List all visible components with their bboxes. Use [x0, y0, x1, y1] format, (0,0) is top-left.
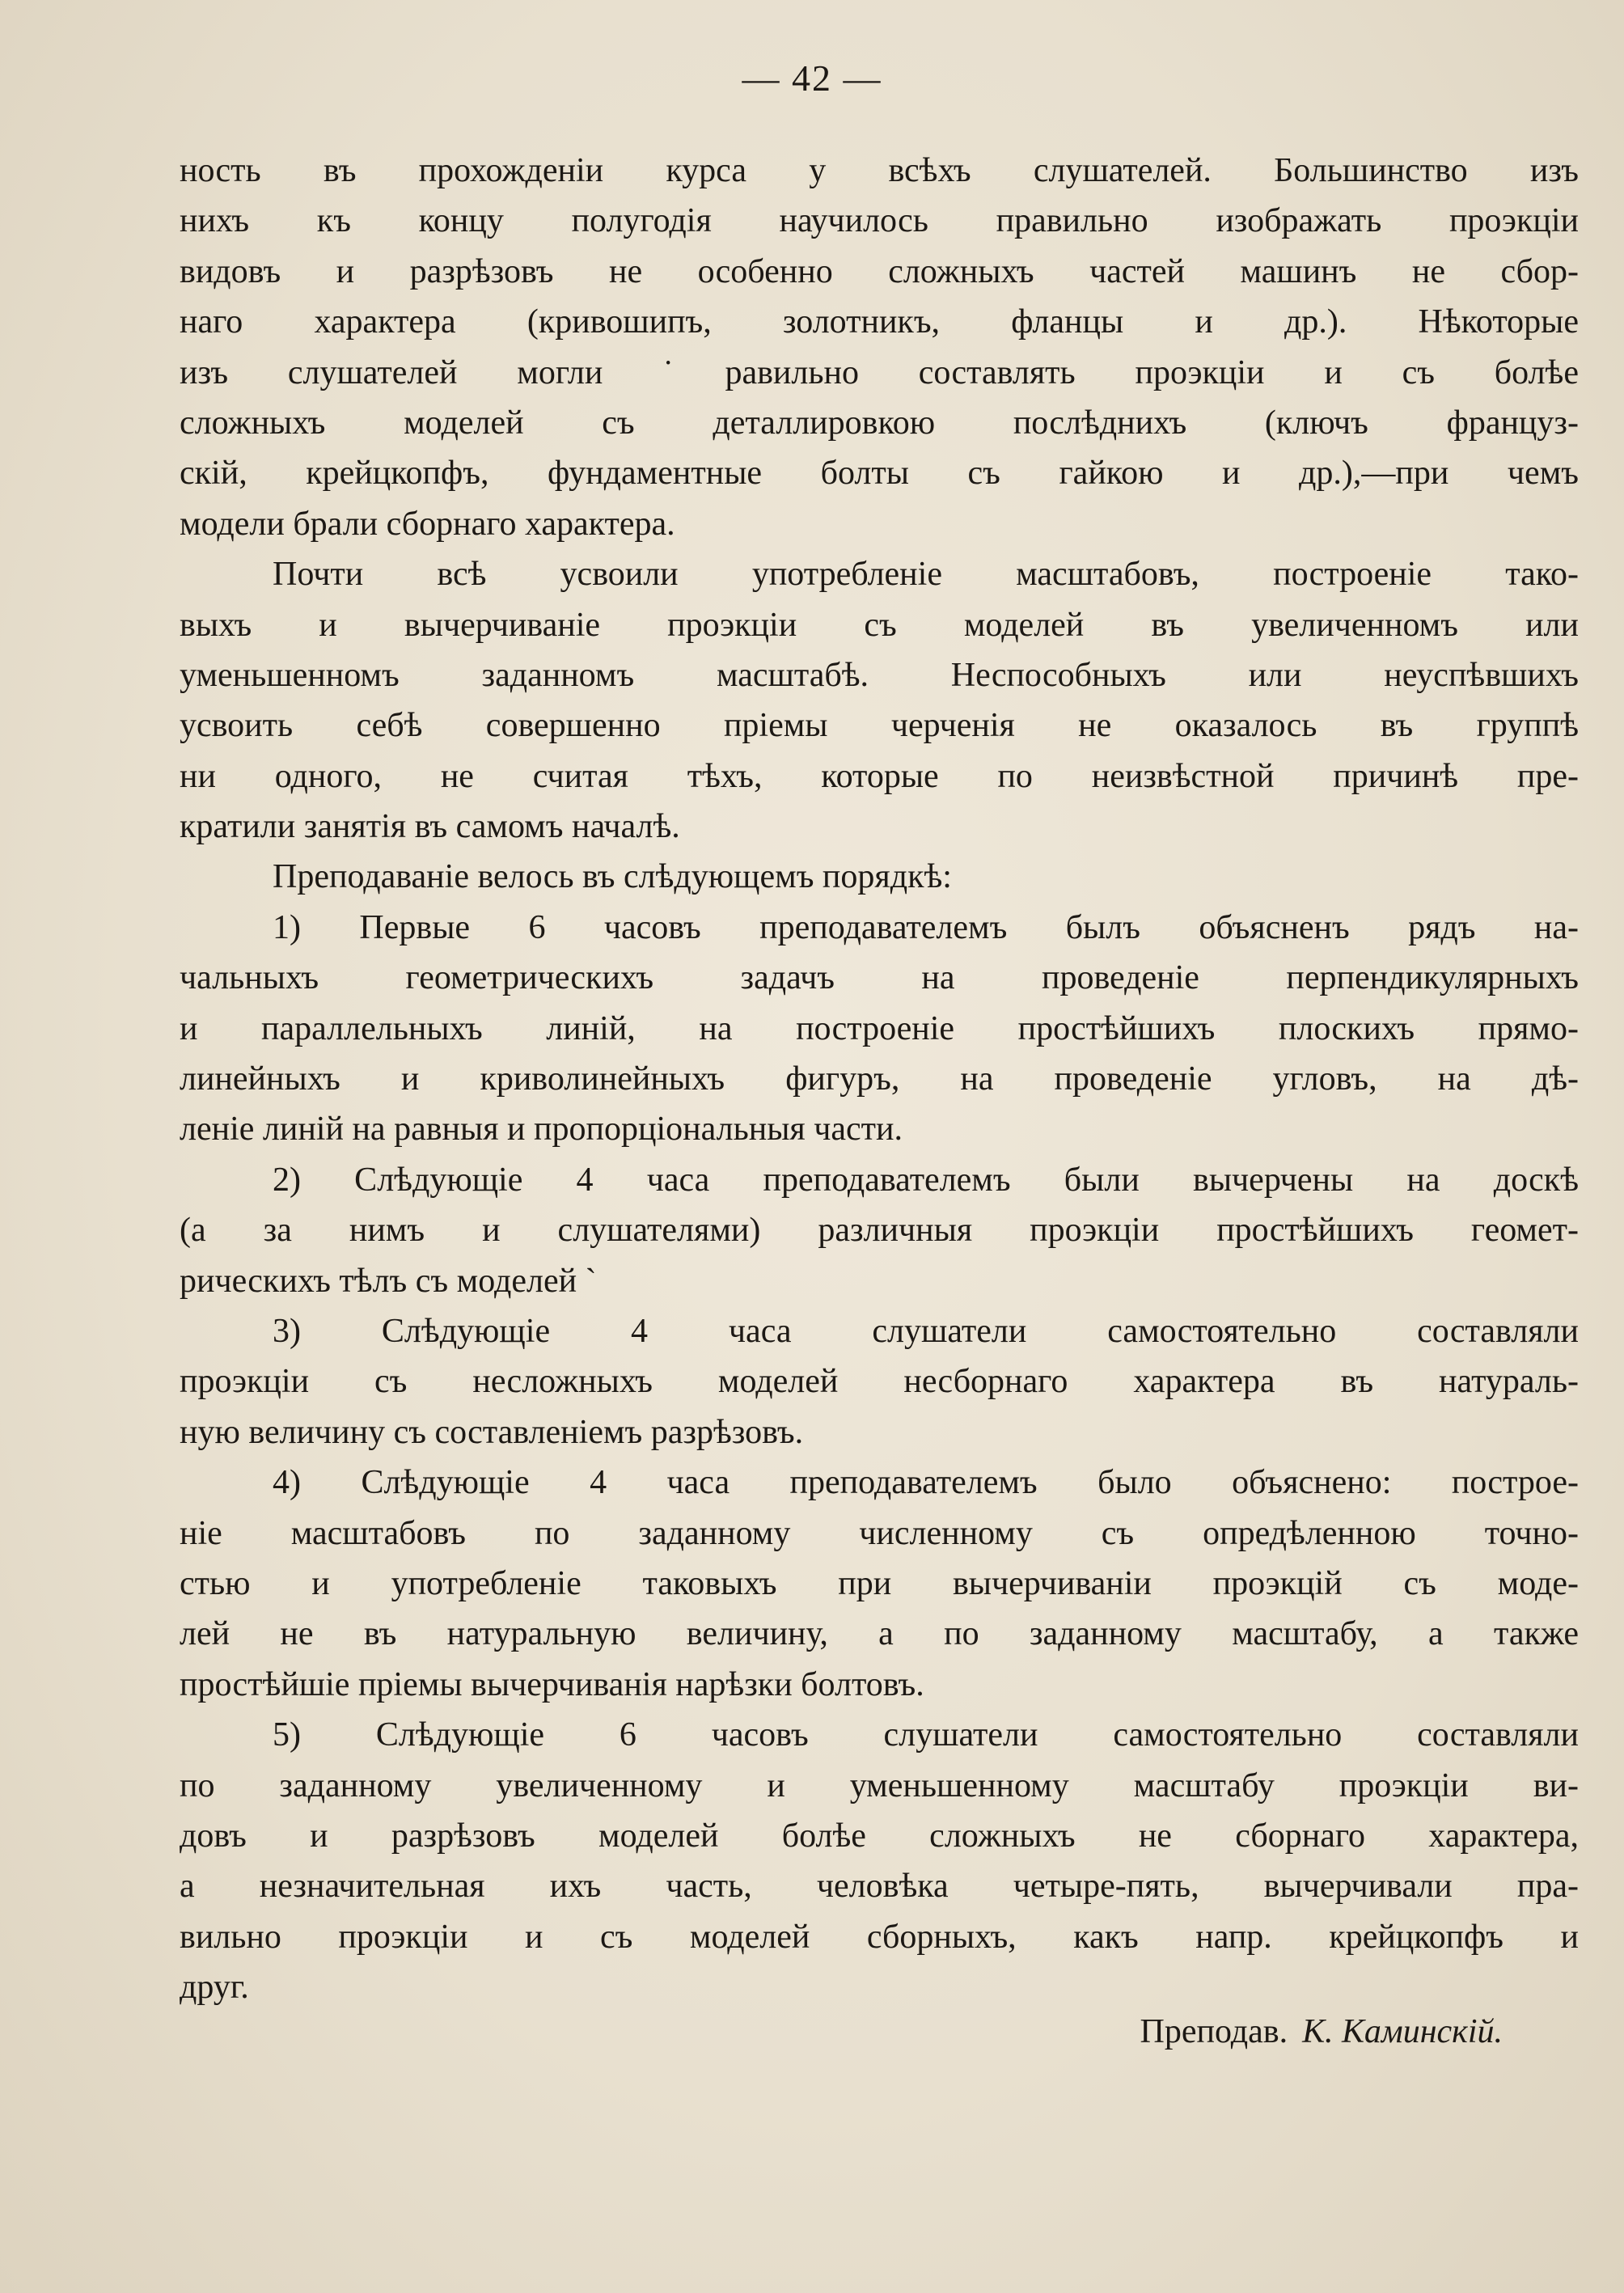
- text-line: чальныхъ геометрическихъ задачъ на проведеніе перпендикулярныхъ: [180, 959, 1579, 997]
- text-line: ную величину съ составленіемъ разрѣзовъ.: [180, 1413, 804, 1451]
- text-line: 1) Первые 6 часовъ преподавателемъ былъ объясненъ рядъ на-: [273, 908, 1579, 946]
- text-line: 3) Слѣдующіе 4 часа слушатели самостоятельно составляли: [273, 1312, 1579, 1350]
- paragraph: [180, 1306, 1579, 1457]
- text-line: 5) Слѣдующіе 6 часовъ слушатели самостоятельно составляли: [273, 1716, 1579, 1754]
- text-line: лей не въ натуральную величину, а по заданному масштабу, а также: [180, 1615, 1579, 1653]
- text-line: выхъ и вычерчиваніе проэкціи съ моделей въ увеличенномъ или: [180, 606, 1579, 644]
- signature-name: К. Каминскій.: [1302, 2013, 1503, 2050]
- paragraph: [180, 852, 1579, 902]
- text-line: модели брали сборнаго характера.: [180, 505, 675, 543]
- text-line: леніе линій на равныя и пропорціональныя части.: [180, 1111, 903, 1149]
- text-line: довъ и разрѣзовъ моделей болѣе сложныхъ не сборнаго характера,: [180, 1817, 1579, 1855]
- text-line: линейныхъ и криволинейныхъ фигуръ, на проведеніе угловъ, на дѣ-: [180, 1060, 1579, 1098]
- paragraph: [180, 1457, 1579, 1710]
- paragraph: [180, 1155, 1579, 1306]
- text-line: Преподаваніе велось въ слѣдующемъ порядкѣ:: [273, 858, 952, 896]
- signature-title: Преподав.: [1140, 2013, 1288, 2050]
- text-line: Почти всѣ усвоили употребленіе масштабовъ, построеніе тако-: [273, 556, 1579, 594]
- text-line: наго характера (кривошипъ, золотникъ, фланцы и др.). Нѣкоторые: [180, 303, 1579, 341]
- paragraph: [180, 146, 1579, 549]
- paragraph: [180, 903, 1579, 1155]
- text-line: стью и употребленіе таковыхъ при вычерчиваніи проэкцій съ моде-: [180, 1564, 1579, 1602]
- body-text: [180, 146, 1579, 2012]
- page-number: — 42 —: [742, 57, 882, 99]
- text-line: скій, крейцкопфъ, фундаментные болты съ гайкою и др.),—при чемъ: [180, 455, 1579, 493]
- text-line: по заданному увеличенному и уменьшенному масштабу проэкціи ви-: [180, 1766, 1579, 1804]
- text-line: ность въ прохожденіи курса у всѣхъ слушателей. Большинство изъ: [180, 152, 1579, 189]
- text-line: ніе масштабовъ по заданному численному съ опредѣленною точно-: [180, 1514, 1579, 1552]
- text-line: кратили занятія въ самомъ началѣ.: [180, 808, 680, 846]
- text-line: усвоить себѣ совершенно пріемы черченія не оказалось въ группѣ: [180, 707, 1579, 745]
- text-line: (а за нимъ и слушателями) различныя проэкціи простѣйшихъ геомет-: [180, 1212, 1579, 1250]
- text-line: вильно проэкціи и съ моделей сборныхъ, какъ напр. крейцкопфъ и: [180, 1918, 1579, 1956]
- text-line: друг.: [180, 1969, 249, 2007]
- text-line: изъ слушателей могли ˙равильно составлять проэкціи и съ болѣе: [180, 353, 1579, 391]
- paragraph: [180, 1710, 1579, 2012]
- text-line: а незначительная ихъ часть, человѣка четыре-пять, вычерчивали пра-: [180, 1868, 1579, 1906]
- text-line: 2) Слѣдующіе 4 часа преподавателемъ были вычерчены на доскѣ: [273, 1161, 1579, 1199]
- text-line: ни одного, не считая тѣхъ, которые по неизвѣстной причинѣ пре-: [180, 757, 1579, 795]
- text-line: проэкціи съ несложныхъ моделей несборнаго характера въ натураль-: [180, 1363, 1579, 1401]
- text-line: сложныхъ моделей съ деталлировкою послѣднихъ (ключъ француз-: [180, 404, 1579, 442]
- text-line: нихъ къ концу полугодія научилось правильно изображать проэкціи: [180, 202, 1579, 240]
- text-line: уменьшенномъ заданномъ масштабѣ. Неспособныхъ или неуспѣвшихъ: [180, 656, 1579, 694]
- signature: [1140, 2012, 1503, 2051]
- text-line: видовъ и разрѣзовъ не особенно сложныхъ частей машинъ не сбор-: [180, 252, 1579, 290]
- paragraph: [180, 549, 1579, 852]
- text-line: простѣйшіе пріемы вычерчиванія нарѣзки болтовъ.: [180, 1665, 924, 1703]
- text-line: и параллельныхъ линій, на построеніе простѣйшихъ плоскихъ прямо-: [180, 1009, 1579, 1047]
- text-line: рическихъ тѣлъ съ моделей ˋ: [180, 1262, 597, 1300]
- text-line: 4) Слѣдующіе 4 часа преподавателемъ было объяснено: построе-: [273, 1464, 1579, 1502]
